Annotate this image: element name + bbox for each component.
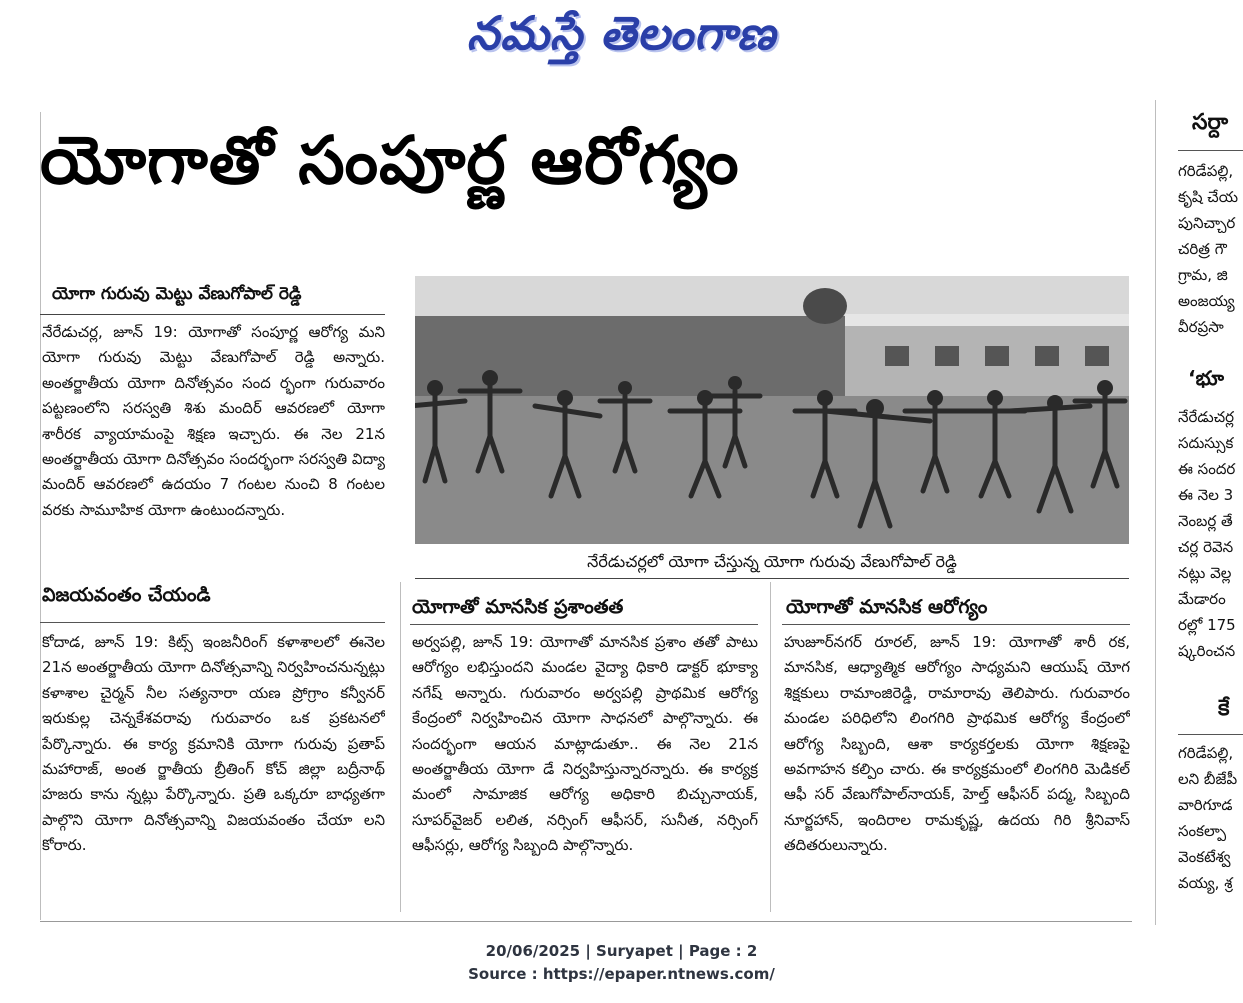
photo-caption: నేరేడుచర్లలో యోగా చేస్తున్న యోగా గురువు వేణుగోపాల్ రెడ్డి xyxy=(587,552,957,571)
article-arvapalli-body: అర్వపల్లి, జూన్ 19: యోగాతో మానసిక ప్రశాం తతో పాటు ఆరోగ్యం లభిస్తుందని మండల వైద్యా ధికారి డాక్టర్ భూక్యా నగేష్ అన్నారు. గురువారం అర్వపల్లి ప్రాథమిక ఆరోగ్య కేంద్రంలో నిర్వహించిన యోగా సాధనలో పాల్గొన్నారు. ఈ సందర్భంగా ఆయన మాట్లాడుతూ.. ఈ నెల 21న అంతర్జాతీయ యోగా డే నిర్వహిస్తున్నారన్నారు. ఈ కార్యక్ర మంలో సామాజిక ఆరోగ్య అధికారి బిచ్చునాయక్, సూపర్‌వైజర్ లలిత, నర్సింగ్ ఆఫీసర్, సునీత, నర్సింగ్ ఆఫీసర్లు, ఆరోగ్య సిబ్బంది పాల్గొన్నారు. xyxy=(412,633,758,855)
subhead-manasika-arogyam: యోగాతో మానసిక ఆరోగ్యం xyxy=(786,596,988,618)
column-divider-2 xyxy=(770,582,771,912)
subhead-rule-1 xyxy=(40,622,385,623)
footer-date-edition: 20/06/2025 | Suryapet | Page : 2 xyxy=(485,942,758,960)
side-line: సదుస్సుక xyxy=(1178,434,1234,452)
yoga-photo xyxy=(415,276,1129,544)
article-huzurnagar-body: హుజూర్‌నగర్ రూరల్, జూన్ 19: యోగాతో శారీ రక, మానసిక, ఆధ్యాత్మిక ఆరోగ్యం సాధ్యమని ఆయుష్ యోగ శిక్షకులు రామాంజిరెడ్డి, రామారావు తెలిపారు. గురువారం మండల పరిధిలోని లింగగిరి ప్రాథమిక ఆరోగ్య కేంద్రంలో ఆరోగ్య సిబ్బంది, ఆశా కార్యకర్తలకు యోగా శిక్షణపై అవగాహన కల్పిం చారు. ఈ కార్యక్రమంలో లింగగిరి మెడికల్ ఆఫీ సర్ వేణుగోపాల్‌నాయక్, హెల్త్ ఆఫీసర్ పద్మ, సిబ్బంది నూర్జహాన్, ఇందిరాల రామకృష్ణ, ఉదయ గిరి శ్రీనివాస్ తదితరులున్నారు. xyxy=(784,633,1130,855)
side-line: గరిడేపల్లి, xyxy=(1178,162,1234,180)
byline-rule xyxy=(40,314,385,315)
side-line: వీరప్రసా xyxy=(1178,318,1224,336)
subhead-vijayavantham: విజయవంతం చేయండి xyxy=(42,584,211,606)
side-line: చర్ల రెవెన xyxy=(1178,538,1234,556)
article-main-body: నేరేడుచర్ల, జూన్ 19: యోగాతో సంపూర్ణ ఆరోగ్య మని యోగా గురువు మెట్టు వేణుగోపాల్ రెడ్డి అన్నారు. అంతర్జాతీయ యోగా దినోత్సవం సంద ర్భంగా గురువారం పట్టణంలోని సరస్వతి శిశు మందిర్ ఆవరణలో యోగా శారీరక వ్యాయామంపై శిక్షణ ఇచ్చారు. ఈ నెల 21న అంతర్జాతీయ యోగా దినోత్సవం సందర్భంగా సరస్వతి విద్యా మందిర్ ఆవరణలో ఉదయం 7 గంటల నుంచి 8 గంటల వరకు సామూహిక యోగా ఉంటుందన్నారు. xyxy=(42,323,385,519)
bottom-rule xyxy=(40,921,1132,922)
side-line: వయ్య, శ్ర xyxy=(1178,874,1233,892)
side-headline-3: కే xyxy=(1218,696,1230,721)
byline: యోగా గురువు మెట్టు వేణుగోపాల్ రెడ్డి xyxy=(52,284,302,304)
subhead-rule-3 xyxy=(782,624,1130,625)
side-line: చరిత్ర గౌ xyxy=(1178,240,1227,258)
side-line: గరిడేపల్లి, xyxy=(1178,744,1234,762)
side-line: సంకల్పా xyxy=(1178,822,1227,840)
side-line: ష్కరించన xyxy=(1178,642,1236,660)
side-headline-2: ‘భూ xyxy=(1188,366,1224,390)
side-line: నట్లు వెల్ల xyxy=(1178,564,1232,582)
column-divider-1 xyxy=(400,582,401,912)
side-line: పునిచ్చార xyxy=(1178,214,1236,232)
headline: యోగాతో సంపూర్ణ ఆరోగ్యం xyxy=(40,122,740,199)
side-rule-3 xyxy=(1178,734,1243,735)
article-kodad-body: కోదాడ, జూన్ 19: కిట్స్ ఇంజనీరింగ్ కళాశాలలో ఈనెల 21న అంతర్జాతీయ యోగా దినోత్సవాన్ని నిర్వహించనున్నట్లు కళాశాల చైర్మన్ నీల సత్యనారా యణ ప్రోగ్రాం కన్వీనర్ ఇరుకుల్ల చెన్నకేశవరావు గురువారం ఒక ప్రకటనలో పేర్కొన్నారు. ఈ కార్య క్రమానికి యోగా గురువు ప్రతాప్ మహారాజ్, అంత ర్జాతీయ బ్రీతింగ్ కోచ్ జిల్లా బద్రీనాథ్ హజరు కాను న్నట్లు పేర్కొన్నారు. ప్రతి ఒక్కరూ బాధ్యతగా పాల్గొని యోగా దినోత్సవాన్ని విజయవంతం చేయా లని కోరారు. xyxy=(42,633,385,855)
side-rule-1 xyxy=(1178,150,1243,151)
side-line: రల్లో 175 xyxy=(1178,616,1236,634)
side-line: వారిగూడ xyxy=(1178,796,1233,814)
side-line: అంజయ్య xyxy=(1178,292,1235,310)
side-line: ఈ సందర xyxy=(1178,460,1236,478)
side-line: వెంకటేశ్వ xyxy=(1178,848,1231,866)
side-headline-1: సర్దా xyxy=(1192,110,1229,135)
masthead-logo: నమస్తే తెలంగాణ xyxy=(466,6,777,60)
side-line: కృషి చేయ xyxy=(1178,188,1238,206)
side-line: ఈ నెల 3 xyxy=(1178,486,1234,504)
caption-rule xyxy=(415,578,1129,579)
side-line: లని బీజేపీ xyxy=(1178,770,1238,788)
left-column-rule xyxy=(40,112,41,920)
side-line: నేరేడుచర్ల xyxy=(1178,408,1235,426)
subhead-rule-2 xyxy=(410,624,758,625)
side-line: నెంబర్ల తే xyxy=(1178,512,1233,530)
side-line: గ్రామ, జి xyxy=(1178,266,1228,284)
subhead-manasika-prashantata: యోగాతో మానసిక ప్రశాంతత xyxy=(412,596,624,618)
footer-source: Source : https://epaper.ntnews.com/ xyxy=(468,965,775,983)
yoga-photo-image xyxy=(415,276,1129,544)
side-line: మేడారం xyxy=(1178,590,1226,608)
right-column-rule xyxy=(1155,100,1156,925)
